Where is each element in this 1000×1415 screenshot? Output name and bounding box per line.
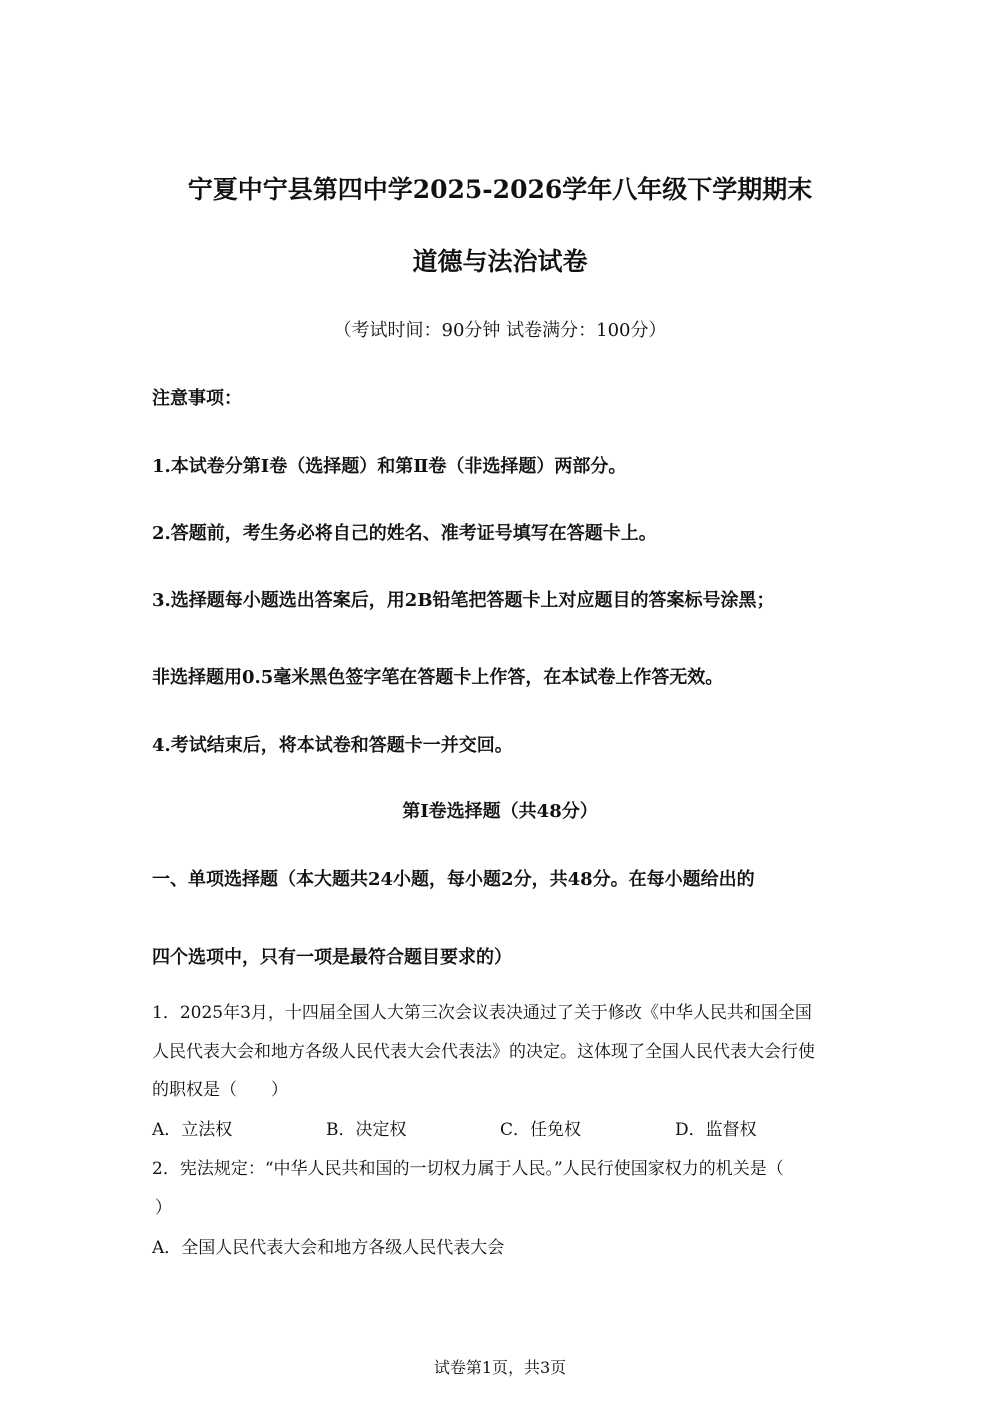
notice-item-4: 4.考试结束后，将本试卷和答题卡一并交回。 [152, 735, 513, 756]
page-footer: 试卷第1页，共3页 [433, 1358, 567, 1377]
exam-title-line1: 宁夏中宁县第四中学2025-2026学年八年级下学期期末 [187, 175, 813, 204]
question-1-option-b: B．决定权 [326, 1120, 407, 1140]
question-1-option-d: D．监督权 [675, 1120, 757, 1140]
notice-item-2: 2.答题前，考生务必将自己的姓名、准考证号填写在答题卡上。 [152, 523, 657, 544]
notice-item-3-cont: 非选择题用0.5毫米黑色签字笔在答题卡上作答，在本试卷上作答无效。 [152, 667, 724, 688]
notice-heading: 注意事项： [152, 388, 242, 409]
question-2-line2: ） [155, 1198, 172, 1218]
question-1-line3: 的职权是（ ） [152, 1080, 288, 1100]
notice-item-3: 3.选择题每小题选出答案后，用2B铅笔把答题卡上对应题目的答案标号涂黑； [152, 590, 775, 611]
part1-heading: 第Ⅰ卷选择题（共48分） [402, 801, 598, 822]
section-instructions-line2: 四个选项中，只有一项是最符合题目要求的） [152, 947, 512, 968]
section-instructions-line1: 一、单项选择题（本大题共24小题，每小题2分，共48分。在每小题给出的 [152, 869, 755, 890]
exam-title-line2: 道德与法治试卷 [412, 247, 588, 276]
question-1-line2: 人民代表大会和地方各级人民代表大会代表法》的决定。这体现了全国人民代表大会行使 [152, 1042, 815, 1062]
question-1-option-a: A．立法权 [152, 1120, 233, 1140]
question-1-option-c: C．任免权 [500, 1120, 582, 1140]
question-2-option-a: A．全国人民代表大会和地方各级人民代表大会 [152, 1238, 505, 1258]
question-1-line1: 1．2025年3月，十四届全国人大第三次会议表决通过了关于修改《中华人民共和国全国 [152, 1003, 812, 1023]
question-2-line1: 2．宪法规定：“中华人民共和国的一切权力属于人民。”人民行使国家权力的机关是（ [152, 1159, 784, 1179]
exam-info: （考试时间：90分钟 试卷满分：100分） [333, 320, 667, 341]
notice-item-1: 1.本试卷分第Ⅰ卷（选择题）和第Ⅱ卷（非选择题）两部分。 [152, 456, 627, 477]
